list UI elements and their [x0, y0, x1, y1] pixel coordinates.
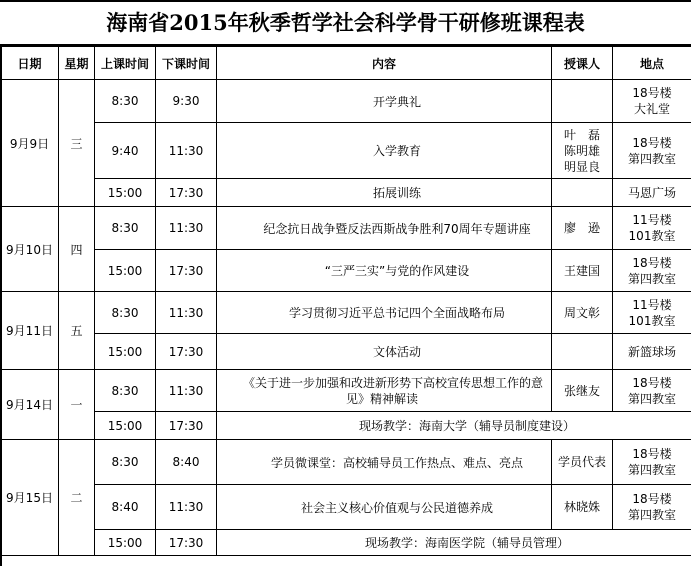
header-start: 上课时间 — [95, 47, 156, 80]
start-time: 15:00 — [95, 412, 156, 440]
place-line: 18号楼 — [632, 375, 672, 390]
table-row — [1, 334, 691, 370]
teacher-line: 明显良 — [563, 159, 600, 174]
content-text: 学习贯彻习近平总书记四个全面战略布局 — [288, 306, 505, 320]
date-cell: 9月14日 — [1, 370, 59, 440]
teacher-cell — [552, 292, 613, 334]
table-row — [1, 485, 691, 530]
place-cell — [613, 80, 691, 123]
teacher-cell — [552, 440, 613, 485]
end-time: 11:30 — [156, 370, 217, 412]
end-time: 9:30 — [156, 80, 217, 123]
end-time: 17:30 — [156, 179, 217, 207]
table-row — [1, 292, 691, 334]
start-time: 8:30 — [95, 440, 156, 485]
start-time: 8:30 — [95, 370, 156, 412]
header-teacher: 授课人 — [552, 47, 613, 80]
content-cell — [217, 207, 552, 250]
content-cell — [217, 530, 691, 556]
header-weekday: 星期 — [59, 47, 95, 80]
date-cell: 9月10日 — [1, 207, 59, 292]
place-line: 马恩广场 — [627, 185, 676, 200]
content-text: 现场教学：海南医学院（辅导员管理） — [364, 536, 569, 550]
place-line: 101教室 — [628, 313, 676, 328]
place-line: 第四教室 — [627, 151, 676, 166]
header-date: 日期 — [1, 47, 59, 80]
weekday-cell: 一 — [59, 370, 95, 440]
place-line: 18号楼 — [632, 86, 672, 100]
teacher-cell — [552, 334, 613, 370]
content-text: 拓展训练 — [372, 186, 421, 200]
table-row — [1, 179, 691, 207]
teacher-cell — [552, 485, 613, 530]
start-time: 15:00 — [95, 179, 156, 207]
schedule-table — [0, 46, 691, 556]
table-row — [1, 412, 691, 440]
start-time: 15:00 — [95, 334, 156, 370]
teacher-cell — [552, 250, 613, 292]
place-line: 新篮球场 — [627, 344, 676, 359]
teacher-line: 陈明雄 — [563, 143, 600, 158]
place-cell — [613, 485, 691, 530]
content-text: 文体活动 — [372, 345, 421, 359]
teacher-line: 廖 逊 — [563, 221, 600, 235]
table-row — [1, 440, 691, 485]
end-time: 11:30 — [156, 485, 217, 530]
end-time: 17:30 — [156, 334, 217, 370]
start-time: 8:30 — [95, 292, 156, 334]
content-cell — [217, 334, 552, 370]
content-text: 现场教学：海南大学（辅导员制度建设） — [358, 419, 575, 433]
table-row — [1, 80, 691, 123]
weekday-cell: 四 — [59, 207, 95, 292]
end-time: 11:30 — [156, 292, 217, 334]
place-line: 第四教室 — [627, 391, 676, 406]
place-line: 101教室 — [628, 229, 676, 243]
place-line: 18号楼 — [632, 255, 672, 270]
content-text: 社会主义核心价值观与公民道德养成 — [300, 500, 493, 515]
place-cell — [613, 179, 691, 207]
place-line: 11号楼 — [632, 297, 672, 312]
place-line: 18号楼 — [632, 447, 672, 461]
place-line: 11号楼 — [632, 213, 672, 227]
place-cell — [613, 207, 691, 250]
weekday-cell: 五 — [59, 292, 95, 370]
date-cell: 9月9日 — [1, 80, 59, 207]
header-place: 地点 — [613, 47, 691, 80]
content-cell — [217, 485, 552, 530]
teacher-cell — [552, 179, 613, 207]
teacher-line: 叶 磊 — [563, 127, 600, 142]
content-cell — [217, 250, 552, 292]
header-row — [1, 47, 691, 80]
teacher-line: 张继友 — [563, 383, 600, 398]
end-time: 17:30 — [156, 250, 217, 292]
place-cell — [613, 370, 691, 412]
content-text: 纪念抗日战争暨反法西斯战争胜利70周年专题讲座 — [263, 221, 531, 236]
content-text: 学员微课堂：高校辅导员工作热点、难点、亮点 — [270, 455, 523, 470]
date-cell: 9月15日 — [1, 440, 59, 556]
table-row — [1, 530, 691, 556]
start-time: 15:00 — [95, 250, 156, 292]
content-cell — [217, 370, 552, 412]
teacher-cell — [552, 370, 613, 412]
start-time: 9:40 — [95, 123, 156, 179]
end-time: 11:30 — [156, 207, 217, 250]
start-time: 8:40 — [95, 485, 156, 530]
place-cell — [613, 250, 691, 292]
teacher-line: 王建国 — [563, 263, 600, 278]
content-cell — [217, 179, 552, 207]
place-line: 18号楼 — [632, 135, 672, 150]
place-cell — [613, 440, 691, 485]
place-cell — [613, 123, 691, 179]
header-end: 下课时间 — [156, 47, 217, 80]
place-line: 18号楼 — [632, 492, 672, 506]
content-text: 《关于进一步加强和改进新形势下高校宣传思想工作的意见》精神解读 — [242, 375, 543, 406]
content-cell — [217, 440, 552, 485]
teacher-cell — [552, 80, 613, 123]
table-row — [1, 250, 691, 292]
start-time: 8:30 — [95, 80, 156, 123]
place-line: 第四教室 — [627, 271, 676, 286]
content-text: 入学教育 — [372, 144, 421, 158]
table-row — [1, 123, 691, 179]
place-cell — [613, 292, 691, 334]
teacher-cell — [552, 123, 613, 179]
date-cell: 9月11日 — [1, 292, 59, 370]
place-line: 第四教室 — [627, 463, 676, 477]
content-cell — [217, 80, 552, 123]
teacher-line: 林晓姝 — [563, 500, 600, 514]
start-time: 8:30 — [95, 207, 156, 250]
content-cell — [217, 292, 552, 334]
teacher-cell — [552, 207, 613, 250]
weekday-cell: 三 — [59, 80, 95, 207]
place-line: 第四教室 — [627, 508, 676, 522]
weekday-cell: 二 — [59, 440, 95, 556]
content-cell — [217, 123, 552, 179]
end-time: 8:40 — [156, 440, 217, 485]
place-line: 大礼堂 — [633, 102, 670, 116]
end-time: 17:30 — [156, 530, 217, 556]
content-cell — [217, 412, 691, 440]
content-text: “三严三实”与党的作风建设 — [324, 264, 470, 278]
table-row — [1, 207, 691, 250]
end-time: 11:30 — [156, 123, 217, 179]
teacher-line: 学员代表 — [557, 455, 606, 469]
content-text: 开学典礼 — [372, 94, 421, 109]
end-time: 17:30 — [156, 412, 217, 440]
table-row — [1, 370, 691, 412]
place-cell — [613, 334, 691, 370]
start-time: 15:00 — [95, 530, 156, 556]
header-content: 内容 — [217, 47, 552, 80]
teacher-line: 周文彰 — [563, 305, 600, 320]
schedule-title: 海南省2015年秋季哲学社会科学骨干研修班课程表 — [0, 0, 691, 46]
